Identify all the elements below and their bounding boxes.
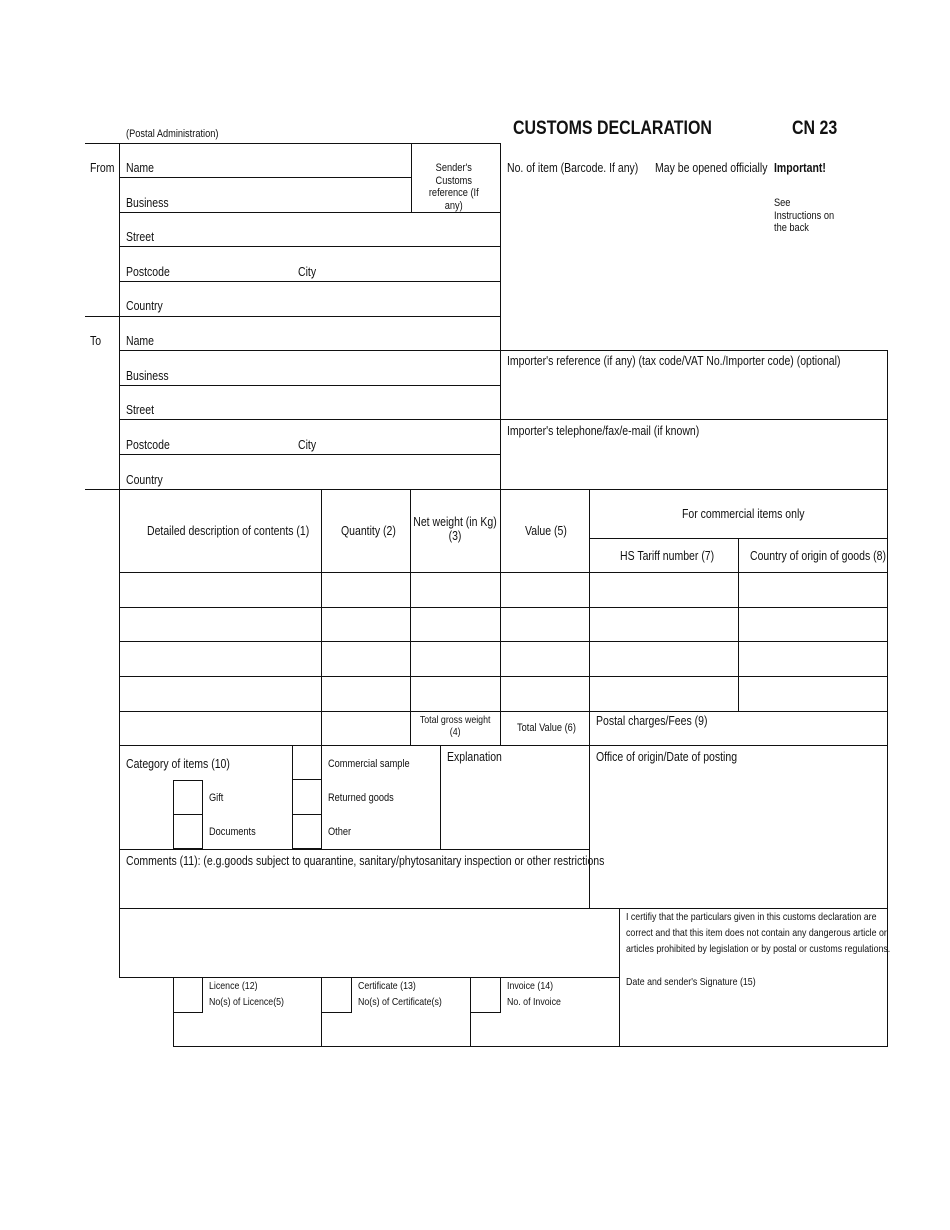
may-be-opened-label: May be opened officially (655, 161, 768, 175)
invoice-label: Invoice (14) (507, 980, 554, 992)
certificate-label: Certificate (13) (358, 980, 416, 992)
divider (589, 489, 590, 908)
item-number-field[interactable]: No. of item (Barcode. If any) (507, 161, 639, 175)
divider (119, 246, 500, 247)
gift-checkbox[interactable] (173, 780, 203, 815)
to-country-field[interactable]: Country (126, 473, 163, 487)
from-name-field[interactable]: Name (126, 161, 155, 175)
instructions-text: See Instructions on the back (774, 197, 835, 235)
explanation-field[interactable]: Explanation (447, 750, 502, 764)
commercial-items-header: For commercial items only (682, 507, 805, 521)
table-row (119, 607, 888, 608)
divider (119, 849, 590, 850)
documents-checkbox[interactable] (173, 814, 203, 849)
importer-reference-field[interactable]: Importer's reference (if any) (tax code/VAT No./Importer code) (optional) (507, 354, 841, 368)
licence-label: Licence (12) (209, 980, 258, 992)
comments-field[interactable]: Comments (11): (e.g.goods subject to quarantine, sanitary/phytosanitary inspection or other restrictions (126, 854, 605, 868)
divider (589, 538, 888, 539)
gift-label: Gift (209, 792, 224, 804)
commercial-sample-label: Commercial sample (328, 758, 410, 770)
total-gross-weight-text: Total gross weight (4) (419, 714, 491, 739)
address-right-border (500, 143, 501, 490)
divider (500, 489, 501, 746)
to-postcode-field[interactable]: Postcode (126, 438, 170, 452)
commercial-sample-checkbox[interactable] (292, 745, 322, 780)
invoice-checkbox[interactable] (470, 977, 501, 1013)
to-street-field[interactable]: Street (126, 403, 155, 417)
divider (410, 489, 411, 746)
divider (119, 177, 411, 178)
certificate-number-field[interactable]: No(s) of Certificate(s) (358, 996, 442, 1008)
header-rule (85, 143, 500, 144)
other-label: Other (328, 826, 352, 838)
certify-line-2: correct and that this item does not contain any dangerous article or (626, 927, 887, 939)
divider (119, 212, 500, 213)
divider (85, 489, 888, 490)
postal-charges-label: Postal charges/Fees (9) (596, 714, 708, 728)
description-header: Detailed description of contents (1) (147, 524, 310, 538)
divider (85, 316, 500, 317)
importer-telephone-field[interactable]: Importer's telephone/fax/e-mail (if known) (507, 424, 700, 438)
divider (119, 908, 888, 909)
invoice-number-field[interactable]: No. of Invoice (507, 996, 561, 1008)
divider (119, 281, 500, 282)
form-code: CN 23 (792, 118, 838, 139)
divider (411, 143, 412, 212)
returned-goods-label: Returned goods (328, 792, 394, 804)
net-weight-header (413, 515, 497, 544)
total-value-label: Total Value (6) (517, 722, 576, 734)
from-business-field[interactable]: Business (126, 196, 169, 210)
divider (119, 419, 500, 420)
important-label: Important! (774, 161, 826, 175)
from-postcode-field[interactable]: Postcode (126, 265, 170, 279)
value-header: Value (5) (525, 524, 567, 538)
table-row (119, 641, 888, 642)
table-row (119, 711, 888, 712)
divider (500, 419, 888, 420)
divider (119, 385, 500, 386)
office-of-origin-field[interactable]: Office of origin/Date of posting (596, 750, 738, 764)
licence-checkbox[interactable] (173, 977, 203, 1013)
quantity-header: Quantity (2) (341, 524, 396, 538)
signature-field[interactable]: Date and sender's Signature (15) (626, 976, 756, 988)
returned-goods-checkbox[interactable] (292, 779, 322, 815)
table-row (119, 676, 888, 677)
divider (440, 745, 441, 849)
table-left-border (119, 489, 120, 977)
from-city-field[interactable]: City (298, 265, 317, 279)
certificate-checkbox[interactable] (321, 977, 352, 1013)
form-title: CUSTOMS DECLARATION (513, 118, 712, 139)
total-gross-weight-label (414, 714, 496, 738)
category-label: Category of items (10) (126, 757, 230, 771)
divider (619, 908, 620, 1047)
divider (119, 454, 500, 455)
certify-line-1: I certifiy that the particulars given in this customs declaration are (626, 911, 877, 923)
divider (119, 572, 888, 573)
divider (500, 350, 888, 351)
divider (119, 745, 888, 746)
from-country-field[interactable]: Country (126, 299, 163, 313)
to-label: To (90, 334, 102, 348)
divider (738, 538, 739, 711)
certify-line-3: articles prohibited by legislation or by postal or customs regulations. (626, 943, 891, 955)
postal-administration-label: (Postal Administration) (126, 128, 219, 140)
net-weight-text: Net weight (in Kg) (3) (413, 515, 497, 544)
country-origin-header: Country of origin of goods (8) (750, 549, 886, 563)
divider (321, 489, 322, 746)
senders-customs-reference-label: Sender's Customs reference (If any) (428, 162, 479, 212)
to-business-field[interactable]: Business (126, 369, 169, 383)
from-label: From (90, 161, 115, 175)
divider (119, 350, 500, 351)
to-name-field[interactable]: Name (126, 334, 155, 348)
other-checkbox[interactable] (292, 814, 322, 849)
to-city-field[interactable]: City (298, 438, 317, 452)
divider (887, 350, 888, 490)
documents-label: Documents (209, 826, 256, 838)
instructions-note (774, 197, 840, 235)
senders-customs-reference-field[interactable] (421, 162, 487, 213)
divider (173, 1046, 888, 1047)
licence-number-field[interactable]: No(s) of Licence(5) (209, 996, 284, 1008)
hs-tariff-header: HS Tariff number (7) (620, 549, 715, 563)
from-street-field[interactable]: Street (126, 230, 155, 244)
